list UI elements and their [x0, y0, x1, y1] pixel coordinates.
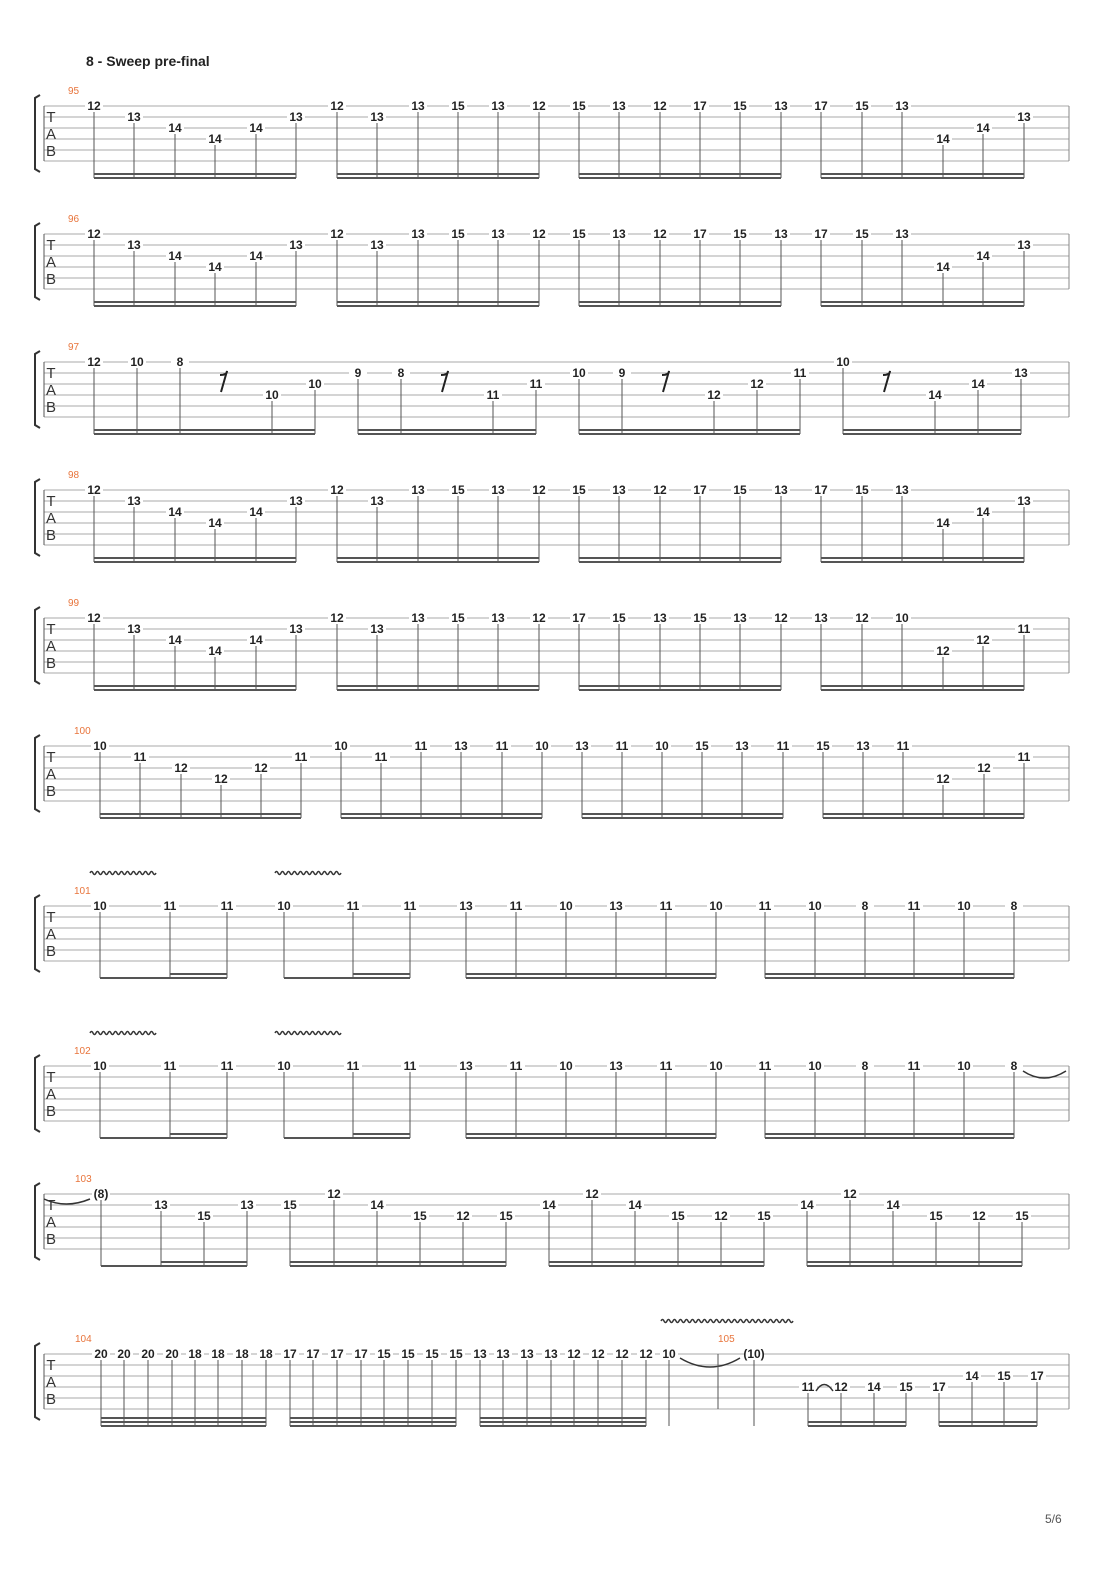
system-bracket	[35, 95, 40, 172]
tab-clef-letter: T	[46, 1069, 56, 1086]
fret-number: 20	[117, 1347, 131, 1361]
fret-number: 12	[750, 377, 764, 391]
fret-number: 12	[567, 1347, 581, 1361]
fret-number: 13	[411, 99, 425, 113]
system-bracket	[35, 895, 40, 972]
fret-number: 13	[289, 622, 303, 636]
fret-number: 14	[168, 249, 182, 263]
bar-number: 95	[68, 86, 80, 97]
fret-number: 14	[965, 1369, 979, 1383]
vibrato-mark	[90, 872, 156, 875]
fret-number: 13	[370, 622, 384, 636]
fret-number: 11	[403, 1059, 417, 1073]
fret-number: 13	[496, 1347, 510, 1361]
fret-number: 14	[936, 516, 950, 530]
fret-number: 12	[87, 99, 101, 113]
fret-number: 11	[801, 1380, 815, 1394]
fret-number: 10	[572, 366, 586, 380]
fret-number: 12	[855, 611, 869, 625]
fret-number: 10	[277, 1059, 291, 1073]
fret-number: 11	[793, 366, 807, 380]
tab-clef-letter: B	[45, 655, 57, 672]
rest-symbol	[441, 371, 448, 392]
bar-number: 100	[74, 726, 91, 737]
fret-number: 11	[529, 377, 543, 391]
vibrato-mark	[275, 1032, 341, 1035]
fret-number: 12	[532, 611, 546, 625]
fret-number: 13	[609, 899, 623, 913]
fret-number: 17	[354, 1347, 368, 1361]
bar-number: 99	[68, 598, 80, 609]
fret-number: 15	[693, 611, 707, 625]
tab-clef-letter: B	[45, 527, 57, 544]
tab-clef-letter: T	[46, 909, 56, 926]
fret-number: 12	[977, 761, 991, 775]
tab-clef-letter: B	[45, 1231, 57, 1248]
system-bracket	[35, 1343, 40, 1420]
system-bracket	[35, 1183, 40, 1260]
fret-number: 13	[370, 494, 384, 508]
fret-number: 15	[377, 1347, 391, 1361]
fret-number: 15	[413, 1209, 427, 1223]
fret-number: 13	[491, 611, 505, 625]
fret-number: 15	[451, 483, 465, 497]
fret-number: 13	[491, 227, 505, 241]
score-title: 8 - Sweep pre-final	[86, 53, 210, 69]
fret-number: 12	[936, 644, 950, 658]
fret-number: 10	[559, 1059, 573, 1073]
tab-clef-letter: A	[45, 638, 57, 655]
fret-number: 13	[520, 1347, 534, 1361]
fret-number: 15	[425, 1347, 439, 1361]
fret-number: 13	[814, 611, 828, 625]
vibrato-mark	[275, 872, 341, 875]
fret-number: 13	[735, 739, 749, 753]
tab-clef-letter: B	[45, 143, 57, 160]
fret-number: 11	[486, 388, 500, 402]
fret-number: 8	[861, 1059, 869, 1073]
fret-number: 17	[693, 99, 707, 113]
fret-number: 11	[346, 1059, 360, 1073]
fret-number: 12	[330, 227, 344, 241]
fret-number: 14	[936, 132, 950, 146]
fret-number: 11	[346, 899, 360, 913]
fret-number: 10	[93, 739, 107, 753]
fret-number: 13	[370, 238, 384, 252]
slur-arc	[816, 1385, 833, 1392]
fret-number: 17	[814, 483, 828, 497]
system-bracket	[35, 1055, 40, 1132]
bar-number: 96	[68, 214, 80, 225]
fret-number: 14	[168, 633, 182, 647]
fret-number: 14	[208, 260, 222, 274]
fret-number: 15	[929, 1209, 943, 1223]
fret-number: 13	[459, 1059, 473, 1073]
fret-number: 10	[535, 739, 549, 753]
fret-number: 15	[197, 1209, 211, 1223]
fret-number: 18	[211, 1347, 225, 1361]
tab-clef-letter: B	[45, 943, 57, 960]
fret-number: 12	[327, 1187, 341, 1201]
fret-number: 13	[895, 227, 909, 241]
fret-number: 15	[451, 227, 465, 241]
system-bracket	[35, 479, 40, 556]
fret-number: 12	[639, 1347, 653, 1361]
fret-number: 10	[277, 899, 291, 913]
bar-number: 102	[74, 1046, 91, 1057]
fret-number: 14	[208, 644, 222, 658]
fret-number: 13	[240, 1198, 254, 1212]
fret-number: 11	[163, 1059, 177, 1073]
fret-number: 14	[168, 505, 182, 519]
fret-number: 13	[575, 739, 589, 753]
fret-number: 12	[615, 1347, 629, 1361]
fret-number: 12	[972, 1209, 986, 1223]
fret-number: 11	[220, 1059, 234, 1073]
fret-number: 15	[499, 1209, 513, 1223]
fret-number: 13	[459, 899, 473, 913]
fret-number: 13	[289, 110, 303, 124]
fret-number: 15	[733, 99, 747, 113]
tab-clef-letter: A	[45, 382, 57, 399]
fret-number: 15	[997, 1369, 1011, 1383]
fret-number: 10	[130, 355, 144, 369]
fret-number: 11	[907, 899, 921, 913]
tab-clef-letter: A	[45, 254, 57, 271]
fret-number: 17	[306, 1347, 320, 1361]
tab-clef-letter: A	[45, 766, 57, 783]
fret-number: 12	[214, 772, 228, 786]
fret-number: 13	[609, 1059, 623, 1073]
tab-clef-letter: A	[45, 126, 57, 143]
bar-number: 97	[68, 342, 80, 353]
fret-number: 17	[693, 227, 707, 241]
fret-number: 20	[94, 1347, 108, 1361]
fret-number: 11	[758, 899, 772, 913]
fret-number: 10	[559, 899, 573, 913]
fret-number: 13	[612, 483, 626, 497]
fret-number: 12	[653, 99, 667, 113]
fret-number: 12	[532, 227, 546, 241]
fret-number: 14	[249, 633, 263, 647]
fret-number: 13	[491, 99, 505, 113]
fret-number: 10	[957, 899, 971, 913]
fret-number: 11	[495, 739, 509, 753]
fret-number: 13	[473, 1347, 487, 1361]
fret-number: 10	[93, 1059, 107, 1073]
fret-number: 8	[861, 899, 869, 913]
tab-clef-letter: T	[46, 365, 56, 382]
tab-clef-letter: A	[45, 926, 57, 943]
rest-symbol	[220, 371, 227, 392]
fret-number: 13	[1014, 366, 1028, 380]
fret-number: 13	[774, 99, 788, 113]
tab-clef-letter: B	[45, 271, 57, 288]
fret-number: 17	[814, 99, 828, 113]
fret-number: 11	[509, 1059, 523, 1073]
bar-number: 105	[718, 1334, 735, 1345]
fret-number: 13	[289, 494, 303, 508]
fret-number: (8)	[93, 1187, 109, 1201]
fret-number: 11	[1017, 622, 1031, 636]
fret-number: 11	[896, 739, 910, 753]
fret-number: 11	[907, 1059, 921, 1073]
fret-number: 11	[758, 1059, 772, 1073]
fret-number: 14	[971, 377, 985, 391]
fret-number: 13	[895, 99, 909, 113]
fret-number: 15	[572, 99, 586, 113]
system-bracket	[35, 351, 40, 428]
fret-number: 17	[1030, 1369, 1044, 1383]
fret-number: 17	[693, 483, 707, 497]
fret-number: 10	[709, 899, 723, 913]
rest-symbol	[662, 371, 669, 392]
fret-number: 13	[774, 227, 788, 241]
fret-number: 8	[397, 366, 405, 380]
fret-number: 10	[808, 1059, 822, 1073]
fret-number: 12	[254, 761, 268, 775]
fret-number: 10	[334, 739, 348, 753]
bar-number: 103	[75, 1174, 92, 1185]
fret-number: 13	[612, 99, 626, 113]
fret-number: 12	[936, 772, 950, 786]
fret-number: 13	[289, 238, 303, 252]
fret-number: 15	[1015, 1209, 1029, 1223]
fret-number: 9	[354, 366, 362, 380]
fret-number: 18	[259, 1347, 273, 1361]
tab-clef-letter: B	[45, 1103, 57, 1120]
fret-number: 14	[370, 1198, 384, 1212]
fret-number: 17	[330, 1347, 344, 1361]
fret-number: 10	[93, 899, 107, 913]
fret-number: 12	[532, 99, 546, 113]
fret-number: 10	[836, 355, 850, 369]
tab-clef-letter: T	[46, 493, 56, 510]
tie-arc	[680, 1358, 740, 1367]
fret-number: 12	[87, 227, 101, 241]
fret-number: 12	[591, 1347, 605, 1361]
vibrato-mark	[661, 1320, 793, 1323]
fret-number: 11	[133, 750, 147, 764]
fret-number: 12	[87, 483, 101, 497]
fret-number: 15	[855, 99, 869, 113]
fret-number: 15	[757, 1209, 771, 1223]
fret-number: 11	[294, 750, 308, 764]
fret-number: 12	[976, 633, 990, 647]
tab-clef-letter: T	[46, 1357, 56, 1374]
fret-number: 14	[628, 1198, 642, 1212]
fret-number: 8	[176, 355, 184, 369]
fret-number: 14	[976, 121, 990, 135]
fret-number: 11	[220, 899, 234, 913]
fret-number: 12	[843, 1187, 857, 1201]
fret-number: 12	[174, 761, 188, 775]
fret-number: 15	[695, 739, 709, 753]
fret-number: 11	[403, 899, 417, 913]
fret-number: 14	[208, 516, 222, 530]
fret-number: 13	[127, 622, 141, 636]
fret-number: 11	[615, 739, 629, 753]
tab-clef-letter: B	[45, 1391, 57, 1408]
fret-number: 14	[928, 388, 942, 402]
fret-number: 14	[976, 249, 990, 263]
tab-clef-letter: T	[46, 109, 56, 126]
tab-clef-letter: T	[46, 1197, 56, 1214]
fret-number: 13	[1017, 110, 1031, 124]
fret-number: 10	[655, 739, 669, 753]
fret-number: 15	[572, 483, 586, 497]
fret-number: 8	[1010, 899, 1018, 913]
fret-number: 10	[957, 1059, 971, 1073]
fret-number: 15	[612, 611, 626, 625]
fret-number: 11	[1017, 750, 1031, 764]
fret-number: 13	[127, 494, 141, 508]
fret-number: 14	[249, 505, 263, 519]
fret-number: 13	[612, 227, 626, 241]
fret-number: 10	[895, 611, 909, 625]
fret-number: 11	[374, 750, 388, 764]
system-bracket	[35, 735, 40, 812]
page-number: 5/6	[1045, 1512, 1062, 1526]
fret-number: 13	[653, 611, 667, 625]
fret-number: 11	[659, 899, 673, 913]
fret-number: 12	[532, 483, 546, 497]
fret-number: 15	[733, 483, 747, 497]
fret-number: 15	[671, 1209, 685, 1223]
fret-number: 15	[401, 1347, 415, 1361]
fret-number: 20	[165, 1347, 179, 1361]
fret-number: 10	[265, 388, 279, 402]
fret-number: 15	[572, 227, 586, 241]
fret-number: 11	[509, 899, 523, 913]
tab-clef-letter: B	[45, 783, 57, 800]
fret-number: 15	[899, 1380, 913, 1394]
rest-symbol	[883, 371, 890, 392]
fret-number: 12	[707, 388, 721, 402]
fret-number: 12	[87, 611, 101, 625]
fret-number: 18	[188, 1347, 202, 1361]
fret-number: 14	[936, 260, 950, 274]
fret-number: 18	[235, 1347, 249, 1361]
fret-number: 13	[454, 739, 468, 753]
fret-number: 11	[659, 1059, 673, 1073]
fret-number: 13	[544, 1347, 558, 1361]
fret-number: 12	[330, 483, 344, 497]
tab-clef-letter: T	[46, 237, 56, 254]
tab-clef-letter: A	[45, 1086, 57, 1103]
bar-number: 98	[68, 470, 80, 481]
fret-number: 14	[249, 249, 263, 263]
fret-number: 12	[456, 1209, 470, 1223]
tab-clef-letter: A	[45, 1374, 57, 1391]
fret-number: 13	[491, 483, 505, 497]
fret-number: 15	[855, 227, 869, 241]
bar-number: 101	[74, 886, 91, 897]
fret-number: 8	[1010, 1059, 1018, 1073]
fret-number: 14	[168, 121, 182, 135]
fret-number: 15	[451, 99, 465, 113]
fret-number: 15	[283, 1198, 297, 1212]
fret-number: 13	[856, 739, 870, 753]
fret-number: 14	[249, 121, 263, 135]
tab-clef-letter: T	[46, 621, 56, 638]
fret-number: 12	[834, 1380, 848, 1394]
tab-clef-letter: A	[45, 510, 57, 527]
fret-number: 12	[330, 611, 344, 625]
fret-number: 15	[816, 739, 830, 753]
system-bracket	[35, 607, 40, 684]
fret-number: 13	[774, 483, 788, 497]
fret-number: 12	[330, 99, 344, 113]
fret-number: 12	[653, 227, 667, 241]
fret-number: (10)	[743, 1347, 765, 1361]
tab-clef-letter: A	[45, 1214, 57, 1231]
fret-number: 10	[662, 1347, 676, 1361]
fret-number: 12	[585, 1187, 599, 1201]
fret-number: 13	[411, 227, 425, 241]
fret-number: 17	[814, 227, 828, 241]
fret-number: 10	[808, 899, 822, 913]
fret-number: 11	[776, 739, 790, 753]
fret-number: 14	[800, 1198, 814, 1212]
fret-number: 12	[87, 355, 101, 369]
fret-number: 9	[618, 366, 626, 380]
fret-number: 11	[414, 739, 428, 753]
fret-number: 17	[932, 1380, 946, 1394]
fret-number: 13	[370, 110, 384, 124]
fret-number: 13	[127, 238, 141, 252]
fret-number: 13	[733, 611, 747, 625]
fret-number: 10	[308, 377, 322, 391]
fret-number: 20	[141, 1347, 155, 1361]
fret-number: 14	[976, 505, 990, 519]
fret-number: 10	[709, 1059, 723, 1073]
fret-number: 13	[1017, 238, 1031, 252]
fret-number: 14	[867, 1380, 881, 1394]
fret-number: 12	[714, 1209, 728, 1223]
tab-clef-letter: T	[46, 749, 56, 766]
fret-number: 12	[774, 611, 788, 625]
fret-number: 14	[208, 132, 222, 146]
fret-number: 15	[855, 483, 869, 497]
fret-number: 13	[411, 611, 425, 625]
fret-number: 13	[895, 483, 909, 497]
tab-clef-letter: B	[45, 399, 57, 416]
fret-number: 15	[451, 611, 465, 625]
fret-number: 14	[542, 1198, 556, 1212]
fret-number: 15	[733, 227, 747, 241]
fret-number: 14	[886, 1198, 900, 1212]
fret-number: 15	[449, 1347, 463, 1361]
fret-number: 13	[1017, 494, 1031, 508]
bar-number: 104	[75, 1334, 92, 1345]
system-bracket	[35, 223, 40, 300]
fret-number: 13	[154, 1198, 168, 1212]
vibrato-mark	[90, 1032, 156, 1035]
fret-number: 12	[653, 483, 667, 497]
fret-number: 17	[572, 611, 586, 625]
fret-number: 13	[127, 110, 141, 124]
fret-number: 11	[163, 899, 177, 913]
fret-number: 13	[411, 483, 425, 497]
fret-number: 17	[283, 1347, 297, 1361]
